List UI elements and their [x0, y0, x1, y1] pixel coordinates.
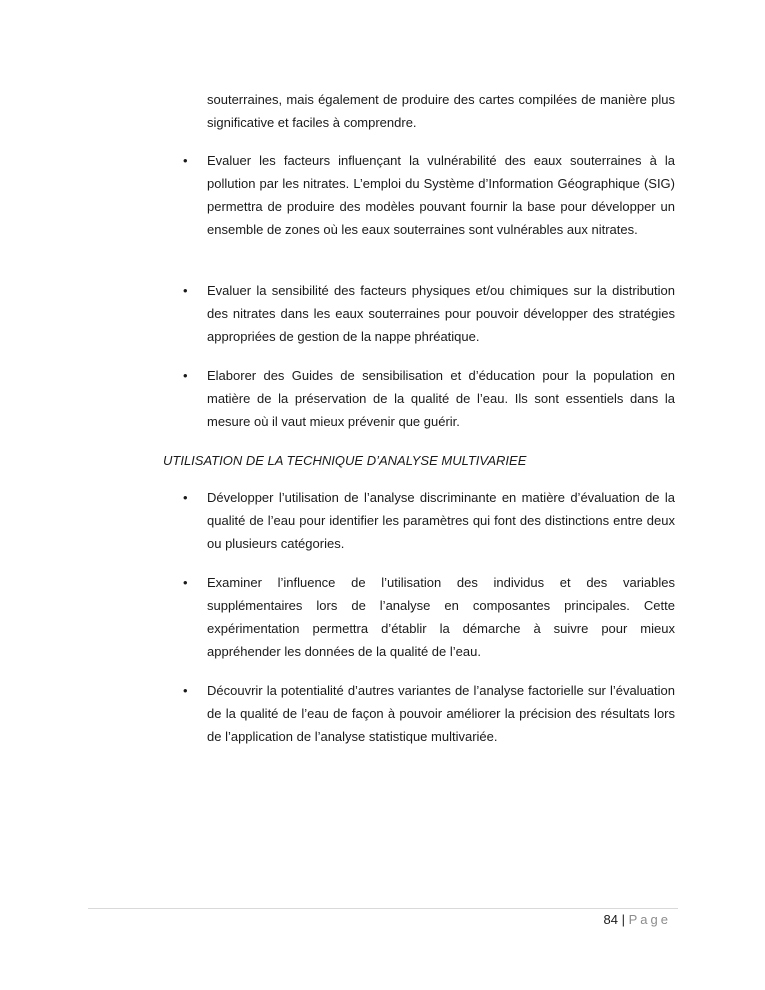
bullet-marker: • — [183, 153, 188, 168]
list-item: Evaluer la sensibilité des facteurs physiques et/ou chimiques sur la distribution des nitrates dans les eaux souterraines pour pouvoir développer des stratégies appropriées de gestion de la nappe phréatique. — [207, 283, 675, 344]
bullet-marker: • — [183, 368, 188, 383]
list-item: Evaluer les facteurs influençant la vulnérabilité des eaux souterraines à la pollution par les nitrates. L’emploi du Système d’Information Géographique (SIG) permettra de produire des modèles pouvant fournir la base pour développer un ensemble de zones où les eaux souterraines sont vulnérables aux nitrates. — [207, 153, 675, 237]
section-heading: UTILISATION DE LA TECHNIQUE D’ANALYSE MULTIVARIEE — [163, 453, 527, 468]
page-footer — [604, 910, 671, 930]
list-item: Elaborer des Guides de sensibilisation et d’éducation pour la population en matière de la préservation de la qualité de l’eau. Ils sont essentiels dans la mesure où il vaut mieux prévenir que guérir. — [207, 368, 675, 429]
page-number: 84 — [603, 912, 618, 927]
bullet-marker: • — [183, 575, 188, 590]
list-item: Examiner l’influence de l’utilisation des individus et des variables supplémentaires lors de l’analyse en composantes principales. Cette expérimentation permettra d’établir la démarche à suivre pour mieux appréhender les données de la qualité de l’eau. — [207, 575, 675, 659]
page-label: Page — [628, 912, 671, 927]
footer-divider — [88, 908, 678, 909]
bullet-marker: • — [183, 683, 188, 698]
bullet-marker: • — [183, 490, 188, 505]
bullet-marker: • — [183, 283, 188, 298]
list-item: Développer l’utilisation de l’analyse discriminante en matière d’évaluation de la qualité de l’eau pour identifier les paramètres qui font des distinctions entre deux ou plusieurs catégories. — [207, 490, 675, 551]
footer-separator: | — [621, 912, 625, 927]
list-item: Découvrir la potentialité d’autres variantes de l’analyse factorielle sur l’évaluation de la qualité de l’eau de façon à pouvoir améliorer la précision des résultats lors de l’application de l’analyse statistique multivariée. — [207, 683, 675, 744]
continuation-paragraph: souterraines, mais également de produire des cartes compilées de manière plus significative et faciles à comprendre. — [207, 92, 675, 130]
